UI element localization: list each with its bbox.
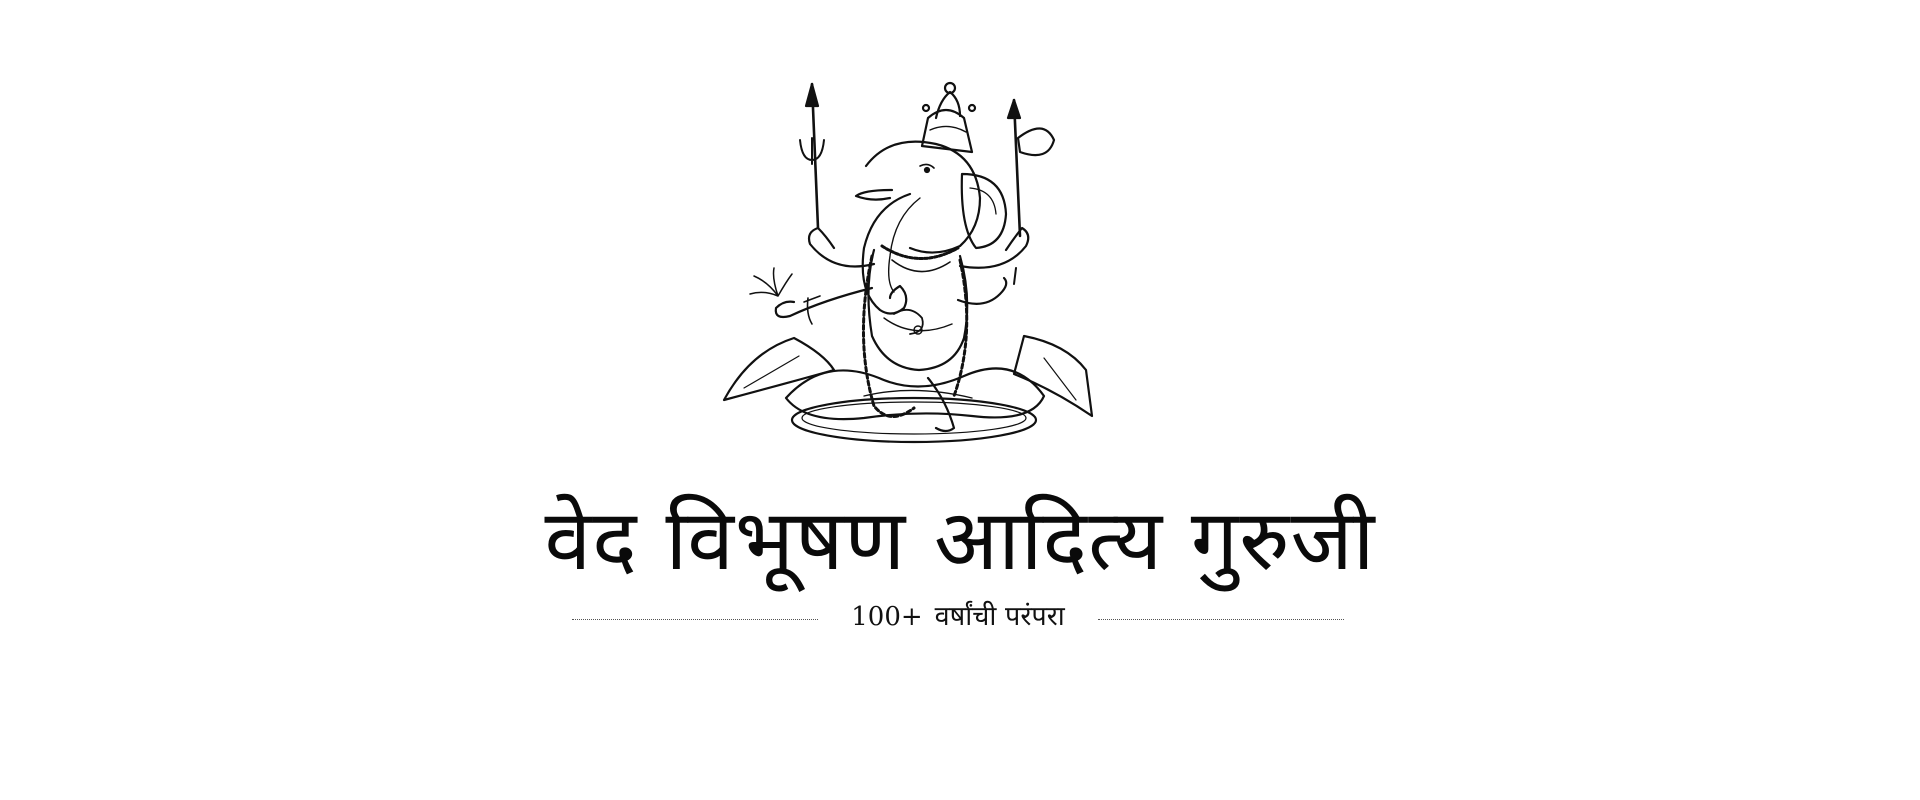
subtitle-number: 100+ (851, 602, 923, 632)
left-dotted-divider (572, 619, 818, 620)
right-dotted-divider (1098, 619, 1344, 620)
subtitle (851, 599, 1065, 635)
subtitle-row (572, 597, 1344, 637)
page-title: वेद विभूषण आदित्य गुरुजी (544, 491, 1376, 589)
subtitle-text: वर्षांची परंपरा (934, 601, 1065, 632)
ganesha-illustration-icon (714, 78, 1106, 458)
